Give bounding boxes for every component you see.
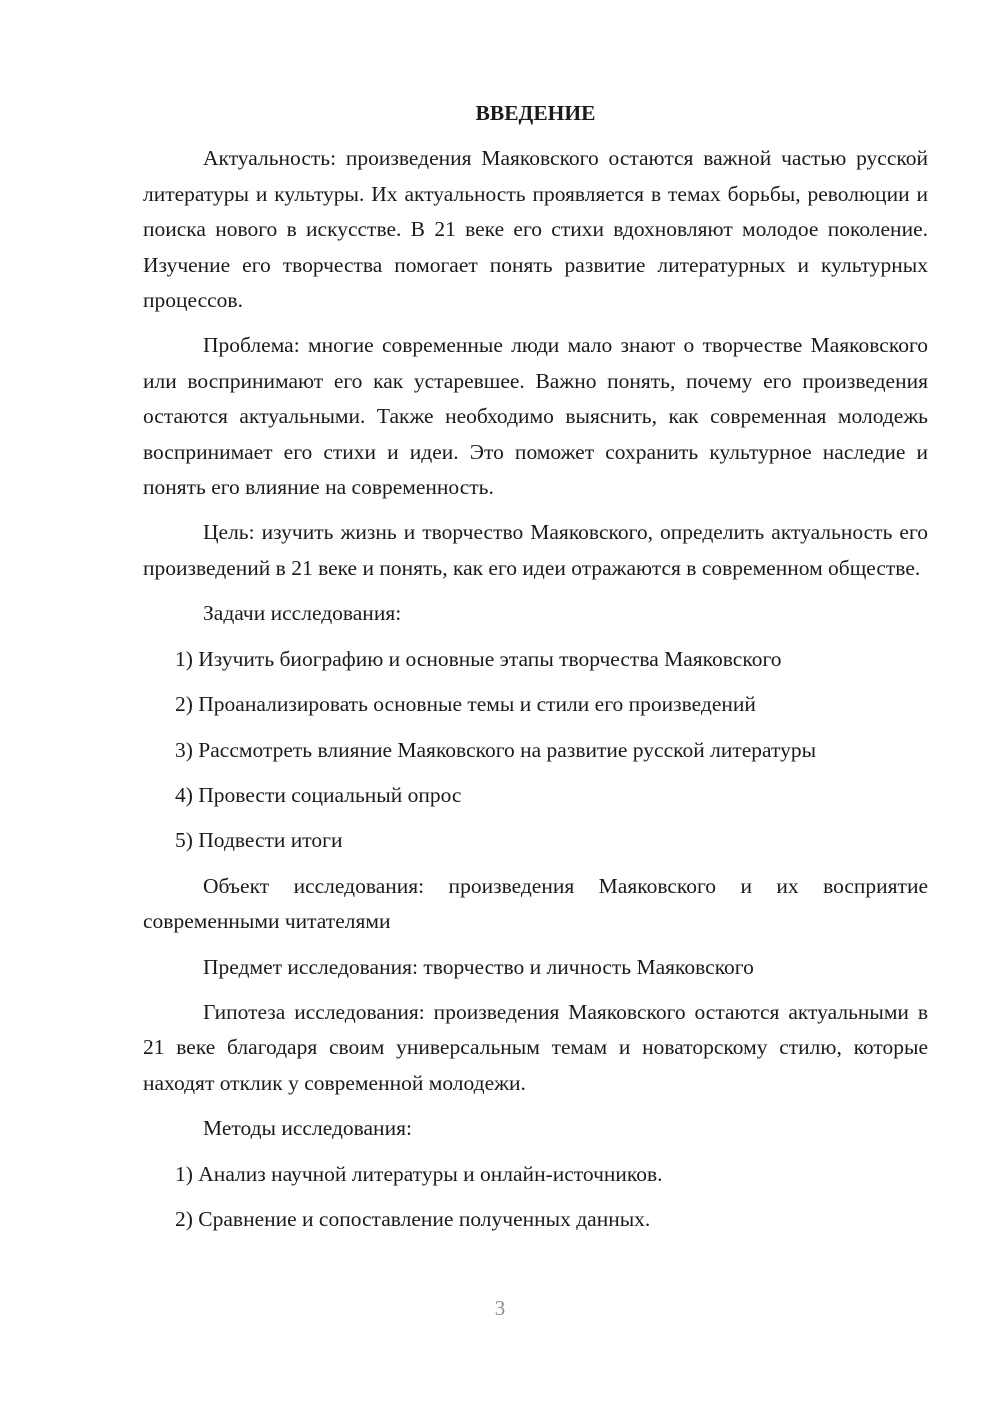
tasks-list	[143, 642, 928, 859]
list-item: 3) Рассмотреть влияние Маяковского на развитие русской литературы	[175, 737, 817, 762]
page-number: 3	[494, 1296, 506, 1320]
list-item: 1) Анализ научной литературы и онлайн-источников.	[175, 1161, 663, 1186]
page-title: ВВЕДЕНИЕ	[475, 101, 596, 125]
list-item: 1) Изучить биографию и основные этапы творчества Маяковского	[175, 646, 782, 671]
goal-paragraph: Цель: изучить жизнь и творчество Маяковского, определить актуальность его произведений в 21 веке и понять, как его идеи отражаются в современном обществе.	[143, 520, 928, 580]
object-paragraph: Объект исследования: произведения Маяковского и их восприятие современными читателями	[143, 873, 928, 934]
methods-heading: Методы исследования:	[203, 1116, 412, 1141]
methods-list	[143, 1157, 928, 1238]
list-item: 4) Провести социальный опрос	[175, 782, 462, 807]
hypothesis-paragraph: Гипотеза исследования: произведения Маяковского остаются актуальными в 21 веке благодаря своим универсальным темам и новаторскому стилю, которые находят отклик у современной молодежи.	[143, 999, 928, 1095]
list-item: 2) Сравнение и сопоставление полученных данных.	[175, 1206, 651, 1231]
subject-paragraph: Предмет исследования: творчество и личность Маяковского	[203, 954, 754, 979]
tasks-heading: Задачи исследования:	[203, 601, 402, 626]
list-item: 5) Подвести итоги	[175, 828, 343, 853]
page-content	[143, 96, 928, 1247]
relevance-paragraph: Актуальность: произведения Маяковского остаются важной частью русской литературы и культуры. Их актуальность проявляется в темах борьбы, революции и поиска нового в искусстве. В 21 веке его стихи вдохновляют молодое поколение. Изучение его творчества помогает понять развитие литературных и культурных процессов.	[143, 146, 928, 313]
list-item: 2) Проанализировать основные темы и стили его произведений	[175, 692, 756, 717]
problem-paragraph: Проблема: многие современные люди мало знают о творчестве Маяковского или воспринимают его как устаревшее. Важно понять, почему его произведения остаются актуальными. Также необходимо выяснить, как современная молодежь воспринимает его стихи и идеи. Это поможет сохранить культурное наследие и понять его влияние на современность.	[143, 333, 928, 500]
